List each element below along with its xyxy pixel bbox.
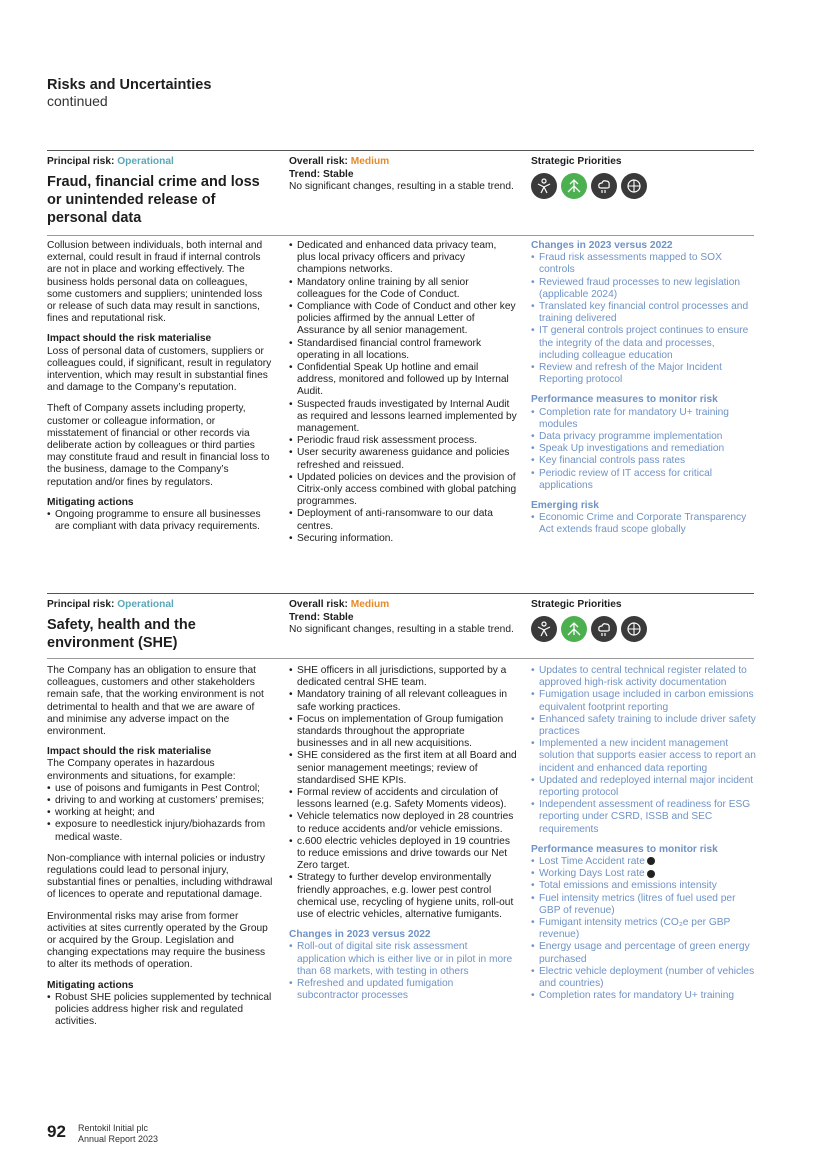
principal-risk-value: Operational (117, 156, 174, 167)
risk-title: Fraud, financial crime and loss or unintended release of personal data (47, 174, 260, 227)
list-item: • Ongoing programme to ensure all businesses are compliant with data privacy requirements. (47, 509, 273, 533)
risk2-strategic-block (531, 599, 757, 642)
principal-risk-value: Operational (117, 599, 174, 610)
list-item: • Reviewed fraud processes to new legislation (applicable 2024) (531, 277, 757, 301)
list-item: • exposure to needlestick injury/biohazards from medical waste. (47, 819, 273, 843)
emerging-list (531, 512, 757, 536)
changes-list (531, 252, 757, 386)
principal-risk-label: Principal risk: (47, 599, 115, 610)
strategic-icons (531, 173, 757, 199)
list-item: • Fumigant intensity metrics (CO₂e per GBP revenue) (531, 917, 757, 941)
risk-intro: The Company has an obligation to ensure that colleagues, customers and other stakeholders remain safe, that the working environment is not detrimental to health and that we are aware of and minimise any adverse impact on the environment. (47, 665, 264, 738)
trend-text: No significant changes, resulting in a stable trend. (289, 624, 514, 636)
list-item: • Fuel intensity metrics (litres of fuel used per GBP of revenue) (531, 893, 757, 917)
digital-network-icon (621, 616, 647, 642)
risk2-description (47, 665, 273, 1028)
list-item: • Electric vehicle deployment (number of vehicles and countries) (531, 966, 757, 990)
list-item: • Review and refresh of the Major Incident Reporting protocol (531, 362, 757, 386)
list-item: • c.600 electric vehicles deployed in 19 countries to reduce emissions and drive towards our Net Zero target. (289, 836, 517, 873)
list-item (531, 868, 757, 880)
divider (47, 593, 754, 594)
list-item: • Roll-out of digital site risk assessment application which is either live or in pilot in more than 68 markets, with testing in others (289, 941, 517, 978)
list-item: • SHE considered as the first item at all Board and senior management meetings; review of standardised SHE KPIs. (289, 750, 517, 787)
digital-network-icon (621, 173, 647, 199)
mitigating-list (47, 509, 273, 533)
list-item: • Implemented a new incident management solution that supports easier access to report an incident and enhanced data reporting (531, 738, 757, 775)
list-item: • Deployment of anti-ransomware to our data centres. (289, 508, 517, 532)
impact-paragraph: Loss of personal data of customers, suppliers or colleagues could, if significant, result in regulatory intervention, which may result in substantial fines and damage to the Company’s reputation. (47, 345, 272, 394)
list-item: • Independent assessment of readiness for ESG reporting under CSRD, ISSB and SEC requirements (531, 799, 757, 836)
overall-risk-label: Overall risk: (289, 599, 348, 610)
sustainability-cloud-icon (591, 173, 617, 199)
mitigating-heading: Mitigating actions (47, 496, 134, 508)
section-subtitle: continued (47, 93, 108, 109)
section-title: Risks and Uncertainties (47, 77, 212, 93)
list-item: • driving to and working at customers’ premises; (47, 795, 273, 807)
list-item: • Suspected frauds investigated by Internal Audit as required and lessons learned implemented by management. (289, 399, 517, 436)
footer-text (78, 1123, 158, 1144)
mitigating-list (289, 240, 517, 545)
list-item: • Enhanced safety training to include driver safety practices (531, 714, 757, 738)
trend-text: No significant changes, resulting in a stable trend. (289, 181, 514, 193)
list-item: • Key financial controls pass rates (531, 455, 757, 467)
list-item (531, 856, 757, 868)
list-item: • use of poisons and fumigants in Pest Control; (47, 783, 273, 795)
list-item: • Updated policies on devices and the provision of Citrix-only access combined with global patching programmes. (289, 472, 517, 509)
list-item: • Robust SHE policies supplemented by technical policies address higher risk and regulated activities. (47, 992, 273, 1029)
list-item: • Speak Up investigations and remediation (531, 443, 757, 455)
list-item: • Strategy to further develop environmentally friendly approaches, e.g. lower pest control chemical use, recycling of hygiene units, roll-out use of electric vehicles, alternative fumigants. (289, 872, 517, 921)
strategic-icons (531, 616, 757, 642)
list-item: • working at height; and (47, 807, 273, 819)
footer-report: Annual Report 2023 (78, 1133, 159, 1144)
impact-paragraph: Environmental risks may arise from former activities at sites currently operated by the Group or acquired by the Group. Legislation and changing expectations may require the business to alter its methods of operation. (47, 910, 268, 971)
growth-arrows-icon (561, 616, 587, 642)
impact-list (47, 783, 273, 844)
risk1-title-block (47, 156, 273, 227)
divider (47, 235, 754, 236)
list-item: • Mandatory online training by all senior colleagues for the Code of Conduct. (289, 277, 517, 301)
colleague-star-icon (531, 616, 557, 642)
risk2-overall-block (289, 599, 517, 637)
list-item: • Periodic review of IT access for critical applications (531, 468, 757, 492)
divider (47, 658, 754, 659)
performance-heading: Performance measures to monitor risk (531, 843, 718, 855)
list-item: • Fumigation usage included in carbon emissions equivalent footprint reporting (531, 689, 757, 713)
list-item: • Compliance with Code of Conduct and other key policies affirmed by the annual Letter of Assurance by all senior management. (289, 301, 517, 338)
performance-list (531, 407, 757, 492)
performance-heading: Performance measures to monitor risk (531, 394, 718, 406)
risk1-changes (531, 240, 757, 537)
overall-risk-value: Medium (350, 599, 390, 610)
changes-heading: Changes in 2023 versus 2022 (531, 240, 673, 251)
divider (47, 150, 754, 151)
list-item: • Focus on implementation of Group fumigation standards throughout the appropriate businesses and in all new acquisitions. (289, 714, 517, 751)
list-item: • SHE officers in all jurisdictions, supported by a dedicated central SHE team. (289, 665, 517, 689)
list-item: • Completion rates for mandatory U+ training (531, 990, 757, 1002)
list-item: • Securing information. (289, 533, 517, 545)
page-number: 92 (47, 1122, 66, 1141)
risk1-overall-block (289, 156, 517, 194)
list-item: • Formal review of accidents and circulation of lessons learned (e.g. Safety Moments videos). (289, 787, 517, 811)
list-item: • Completion rate for mandatory U+ training modules (531, 407, 757, 431)
measure-text: Working Days Lost rate (539, 868, 645, 880)
kpi-badge-icon (647, 857, 655, 865)
emerging-heading: Emerging risk (531, 500, 599, 512)
list-item: • Dedicated and enhanced data privacy team, plus local privacy officers and privacy champions networks. (289, 240, 517, 277)
risk-title: Safety, health and the environment (SHE) (47, 617, 196, 652)
mitigating-heading: Mitigating actions (47, 979, 134, 991)
list-item: • Standardised financial control framework operating in all locations. (289, 338, 517, 362)
colleague-star-icon (531, 173, 557, 199)
list-item: • IT general controls project continues to ensure the integrity of the data and processes, including colleague education (531, 325, 757, 362)
strategic-priorities-label: Strategic Priorities (531, 156, 622, 167)
list-item: • Updates to central technical register related to approved high-risk activity documentation (531, 665, 757, 689)
kpi-badge-icon (647, 870, 655, 878)
risk1-mitigations (289, 240, 517, 545)
changes-list (289, 941, 517, 1002)
trend-label: Trend: Stable (289, 612, 354, 624)
footer-company: Rentokil Initial plc (78, 1123, 149, 1133)
list-item: • Economic Crime and Corporate Transparency Act extends fraud scope globally (531, 512, 757, 536)
impact-paragraph: The Company operates in hazardous environments and situations, for example: (47, 758, 236, 782)
list-item: • Translated key financial control processes and training delivered (531, 301, 757, 325)
list-item: • Confidential Speak Up hotline and email address, monitored and followed up by Internal Audit. (289, 362, 517, 399)
list-item: • Refreshed and updated fumigation subcontractor processes (289, 978, 517, 1002)
list-item: • Periodic fraud risk assessment process. (289, 435, 517, 447)
impact-paragraph: Theft of Company assets including property, customer or colleague information, or misstatement of financial or other records via deliberate action by colleagues or third parties may constitute fraud and result in financial loss to the business, damage to the Company’s reputation and/or fines by regulators. (47, 403, 270, 488)
list-item: • Energy usage and percentage of green energy purchased (531, 941, 757, 965)
overall-risk-label: Overall risk: (289, 156, 348, 167)
trend-label: Trend: Stable (289, 169, 354, 181)
strategic-priorities-label: Strategic Priorities (531, 599, 622, 610)
impact-heading: Impact should the risk materialise (47, 746, 212, 758)
impact-paragraph: Non-compliance with internal policies or industry regulations could lead to personal injury, substantial fines or penalties, including withdrawal of licences to operate and reputational damage. (47, 852, 273, 901)
performance-list (531, 856, 757, 1002)
list-item: • User security awareness guidance and policies refreshed and reissued. (289, 447, 517, 471)
list-item: • Data privacy programme implementation (531, 431, 757, 443)
risk-intro: Collusion between individuals, both internal and external, could result in fraud if internal controls are not in place and working effectively. The business holds personal data on colleagues, some customers and suppliers; unintended loss or release of such data may result in sanctions, fines and reputational risk. (47, 240, 263, 325)
changes-list (531, 665, 757, 836)
risk2-mitigations (289, 665, 517, 1002)
changes-heading: Changes in 2023 versus 2022 (289, 929, 431, 941)
sustainability-cloud-icon (591, 616, 617, 642)
mitigating-list (289, 665, 517, 921)
list-item: • Updated and redeployed internal major incident reporting protocol (531, 775, 757, 799)
growth-arrows-icon (561, 173, 587, 199)
risk1-strategic-block (531, 156, 757, 199)
list-item: • Fraud risk assessments mapped to SOX controls (531, 252, 757, 276)
measure-text: Lost Time Accident rate (539, 856, 645, 868)
overall-risk-value: Medium (350, 156, 390, 167)
list-item: • Vehicle telematics now deployed in 28 countries to reduce accidents and/or vehicle emissions. (289, 811, 517, 835)
risk1-description (47, 240, 273, 533)
principal-risk-label: Principal risk: (47, 156, 115, 167)
impact-heading: Impact should the risk materialise (47, 333, 212, 345)
risk2-title-block (47, 599, 273, 652)
risk2-changes (531, 665, 757, 1002)
list-item: • Total emissions and emissions intensity (531, 880, 757, 892)
mitigating-list (47, 992, 273, 1029)
list-item: • Mandatory training of all relevant colleagues in safe working practices. (289, 689, 517, 713)
